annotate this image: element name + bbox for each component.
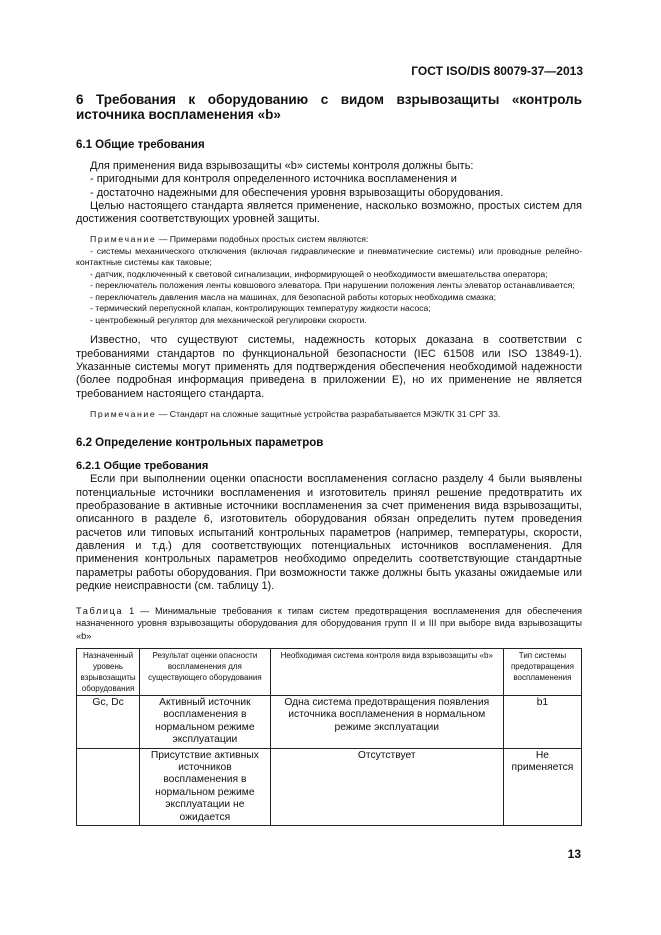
- requirements-table: [76, 648, 582, 826]
- standard-code: ГОСТ ISO/DIS 80079-37—2013: [411, 64, 583, 78]
- table-cell: Отсутствует: [270, 748, 503, 825]
- table-cell: Gc, Dc: [77, 696, 140, 749]
- note-item: - переключатель положения ленты ковшового элеватора. При нарушении положения ленты элеватор останавливается;: [90, 280, 575, 291]
- table-cell: b1: [503, 696, 581, 749]
- table-caption-text: 1 — Минимальные требования к типам систем предотвращения воспламенения для обеспечения назначенного уровня взрывозащиты оборудования для оборудования групп II и III при выборе вида взрывозащиты «b»: [76, 606, 582, 641]
- note-text: — Стандарт на сложные защитные устройства разрабатывается МЭК/ТК 31 СРГ 33.: [156, 408, 501, 419]
- paragraph: Для применения вида взрывозащиты «b» системы контроля должны быть:: [90, 160, 474, 172]
- note-item: - датчик, подключенный к световой сигнализации, информирующей о необходимости вмешательства оператора;: [90, 268, 548, 279]
- note-item: - переключатель давления масла на машинах, для безопасной работы которых необходима смазка;: [90, 291, 497, 302]
- list-item: - пригодными для контроля определенного источника воспламенения и: [90, 173, 457, 186]
- subsection-title-6-1: 6.1 Общие требования: [76, 139, 205, 151]
- table-row: [77, 748, 582, 825]
- table-cell: Одна система предотвращения появления источника воспламенения в нормальном режиме эксплуатации: [270, 696, 503, 749]
- table-cell: Присутствие активных источников воспламенения в нормальном режиме эксплуатации не ожидается: [140, 748, 271, 825]
- page-content: [76, 92, 582, 826]
- table-caption-label: Таблица: [76, 606, 124, 617]
- note: [76, 409, 582, 421]
- note-item: - термический перепускной клапан, контролирующих температуру жидкости насоса;: [90, 303, 431, 314]
- note-item: - системы механического отключения (включая гидравлические и пневматические системы) или проводные релейно-контактные системы как таковые;: [76, 245, 582, 268]
- table-header-cell: Результат оценки опасности воспламенения для существующего оборудования: [140, 649, 271, 696]
- note-label: Примечание: [90, 234, 157, 245]
- note-text: — Примерами подобных простых систем являются:: [156, 234, 369, 245]
- table-cell: Активный источник воспламенения в нормальном режиме эксплуатации: [140, 696, 271, 749]
- paragraph: Целью настоящего стандарта является применение, насколько возможно, простых систем для достижения соответствующих уровней защиты.: [76, 199, 582, 226]
- table-header-cell: Назначенный уровень взрывозащиты оборудования: [77, 649, 140, 696]
- subsection-title-6-2: 6.2 Определение контрольных параметров: [76, 437, 324, 450]
- note-item: - центробежный регулятор для механической регулировки скорости.: [90, 314, 367, 325]
- subsection-title-6-2-1: 6.2.1 Общие требования: [76, 460, 209, 473]
- section-title: 6 Требования к оборудованию с видом взрывозащиты «контроль источника воспламенения «b»: [76, 92, 582, 122]
- paragraph: Если при выполнении оценки опасности воспламенения согласно разделу 4 были выявлены потенциальные источники воспламенения и изготовитель принял решение предотвратить их преобразование в активные источники воспламенения за счет применения вида взрывозащиты, описанного в разделе 6, изготовитель оборудования обязан определить путем проведения расчетов или типовых испытаний контрольных параметров (например, температуры, скорости, давления и т.д.) для соответствующих потенциальных источников воспламенения. Для применения контрольных параметров необходимо определить соответствующие стандартные параметры работы оборудования. При возможности также должны быть указаны ожидаемые или редкие неисправности (см. таблицу 1).: [76, 473, 582, 592]
- table-row: [77, 696, 582, 749]
- table-header-cell: Необходимая система контроля вида взрывозащиты «b»: [270, 649, 503, 696]
- table-cell: [77, 748, 140, 825]
- table-cell: Не применяется: [503, 748, 581, 825]
- page-number: 13: [567, 847, 581, 861]
- table-header-row: [77, 649, 582, 696]
- table-caption: [76, 605, 582, 642]
- table-header-cell: Тип системы предотвращения воспламенения: [503, 649, 581, 696]
- note: [76, 234, 582, 246]
- note-label: Примечание: [90, 408, 157, 419]
- paragraph: Известно, что существуют системы, надежность которых доказана в соответствии с требованиями стандартов по функциональной безопасности (IEC 61508 или ISO 13849-1). Указанные системы могут применять для подтверждения обеспечения необходимой надежности (более подробная информация приведена в приложении E), но их применение не является требованием настоящего стандарта.: [76, 334, 582, 400]
- list-item: - достаточно надежными для обеспечения уровня взрывозащиты оборудования.: [90, 186, 504, 199]
